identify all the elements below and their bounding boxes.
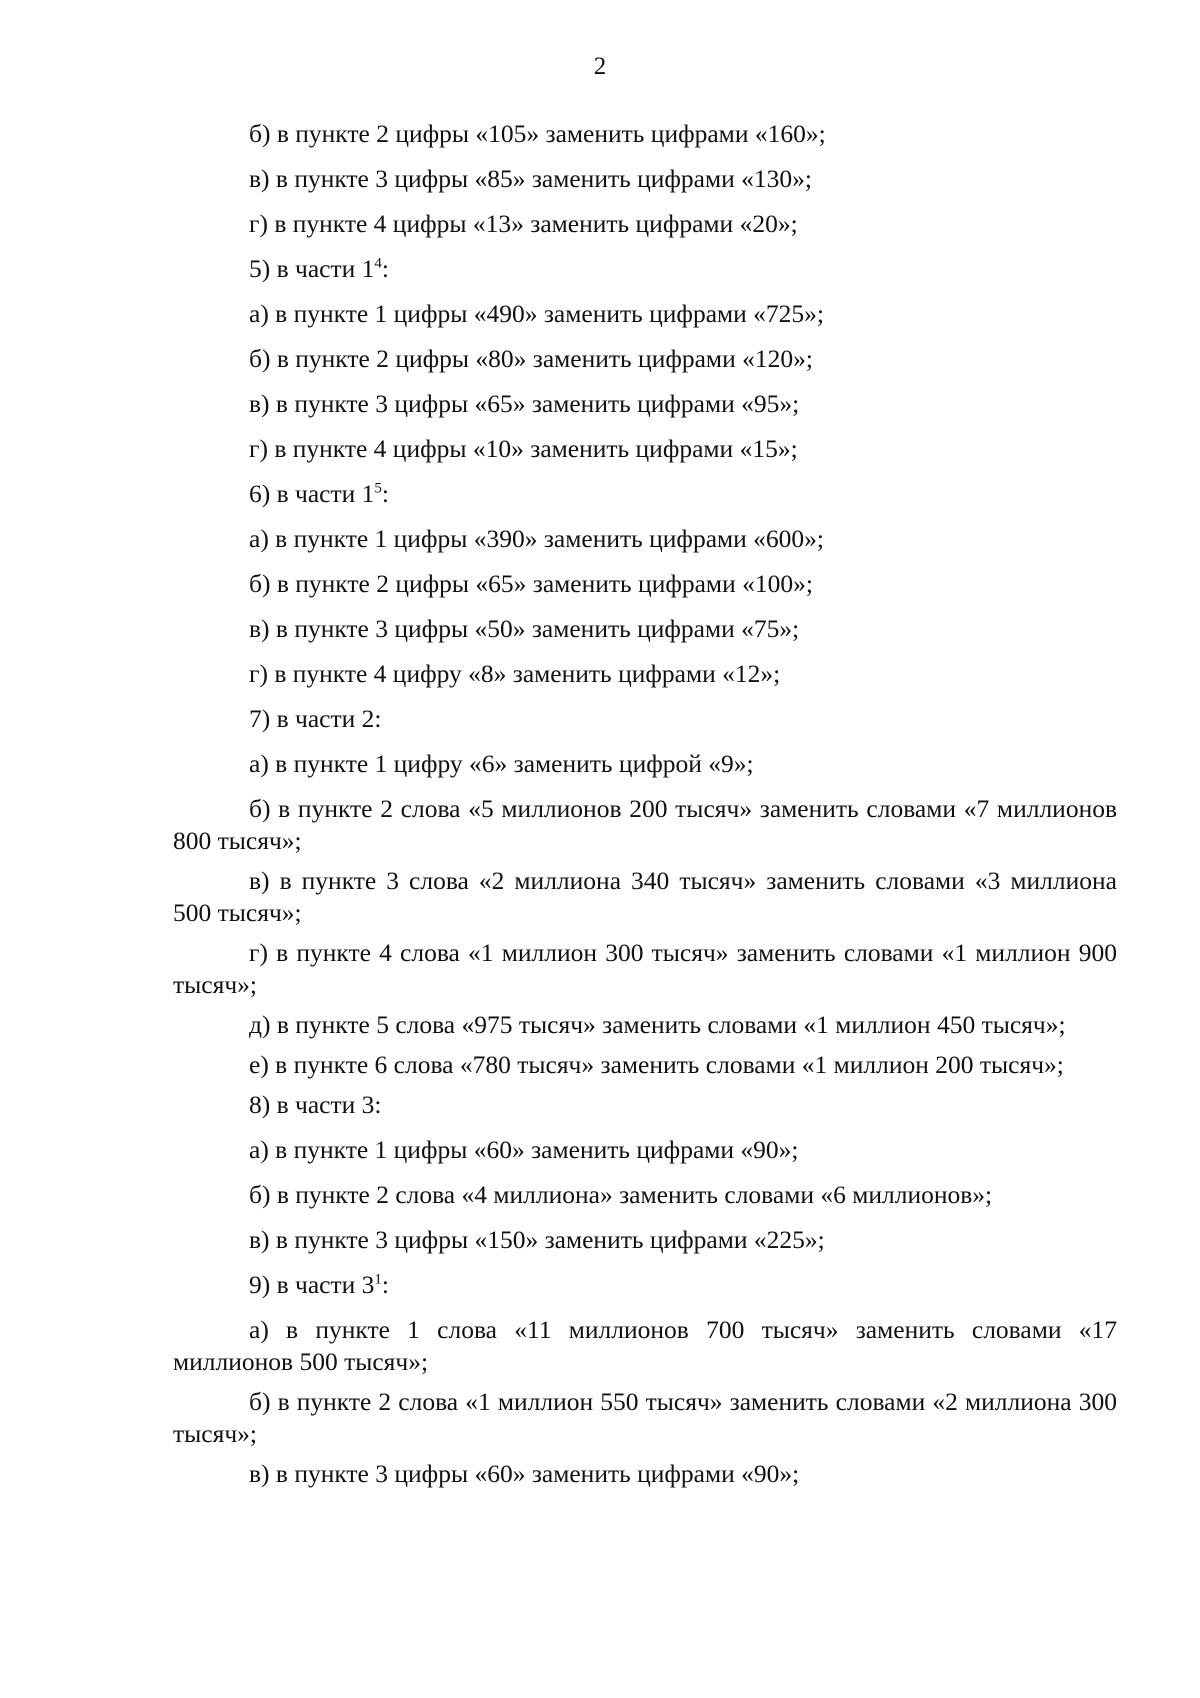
paragraph: б) в пункте 2 слова «5 миллионов 200 тысяч» заменить словами «7 миллионов 800 тысяч»; [173, 794, 1117, 855]
paragraph: в) в пункте 3 цифры «150» заменить цифрами «225»; [249, 1225, 825, 1254]
paragraph: б) в пункте 2 слова «1 миллион 550 тысяч» заменить словами «2 миллиона 300 тысяч»; [173, 1387, 1117, 1448]
paragraph-text: 5) в части 1 [249, 254, 375, 283]
paragraph: б) в пункте 2 слова «4 миллиона» заменить словами «6 миллионов»; [249, 1180, 993, 1209]
superscript: 1 [374, 1271, 382, 1288]
paragraph: г) в пункте 4 цифру «8» заменить цифрами «12»; [249, 659, 781, 688]
paragraph: е) в пункте 6 слова «780 тысяч» заменить словами «1 миллион 200 тысяч»; [249, 1050, 1064, 1079]
paragraph: а) в пункте 1 цифры «60» заменить цифрами «90»; [249, 1135, 799, 1164]
paragraph: а) в пункте 1 цифры «490» заменить цифрами «725»; [249, 299, 825, 328]
paragraph: д) в пункте 5 слова «975 тысяч» заменить словами «1 миллион 450 тысяч»; [249, 1010, 1066, 1039]
paragraph: в) в пункте 3 цифры «50» заменить цифрами «75»; [249, 614, 800, 643]
paragraph: б) в пункте 2 цифры «65» заменить цифрами «100»; [249, 569, 813, 598]
document-body [173, 118, 1117, 1503]
paragraph [173, 478, 1117, 510]
paragraph: а) в пункте 1 цифры «390» заменить цифрами «600»; [249, 524, 825, 553]
paragraph: в) в пункте 3 слова «2 миллиона 340 тысяч» заменить словами «3 миллиона 500 тысяч»; [173, 866, 1117, 927]
superscript: 4 [374, 255, 382, 272]
page-number: 2 [593, 53, 607, 80]
paragraph: 7) в части 2: [249, 704, 382, 733]
paragraph [173, 253, 1117, 285]
paragraph: б) в пункте 2 цифры «105» заменить цифрами «160»; [249, 119, 826, 148]
paragraph: 8) в части 3: [249, 1090, 382, 1119]
paragraph: г) в пункте 4 слова «1 миллион 300 тысяч» заменить словами «1 миллион 900 тысяч»; [173, 938, 1117, 999]
paragraph-text: 6) в части 1 [249, 479, 375, 508]
paragraph: г) в пункте 4 цифры «10» заменить цифрами «15»; [249, 434, 798, 463]
paragraph-suffix: : [381, 1270, 390, 1299]
paragraph: б) в пункте 2 цифры «80» заменить цифрами «120»; [249, 344, 813, 373]
paragraph: а) в пункте 1 слова «11 миллионов 700 тысяч» заменить словами «17 миллионов 500 тысяч»; [173, 1315, 1117, 1376]
paragraph-suffix: : [381, 254, 390, 283]
paragraph: в) в пункте 3 цифры «85» заменить цифрами «130»; [249, 164, 812, 193]
superscript: 5 [374, 480, 382, 497]
paragraph: в) в пункте 3 цифры «60» заменить цифрами «90»; [249, 1459, 800, 1488]
paragraph: г) в пункте 4 цифры «13» заменить цифрами «20»; [249, 209, 798, 238]
paragraph-suffix: : [381, 479, 390, 508]
paragraph-text: 9) в части 3 [249, 1270, 375, 1299]
paragraph: а) в пункте 1 цифру «6» заменить цифрой «9»; [249, 749, 754, 778]
paragraph [173, 1269, 1117, 1301]
paragraph: в) в пункте 3 цифры «65» заменить цифрами «95»; [249, 389, 800, 418]
